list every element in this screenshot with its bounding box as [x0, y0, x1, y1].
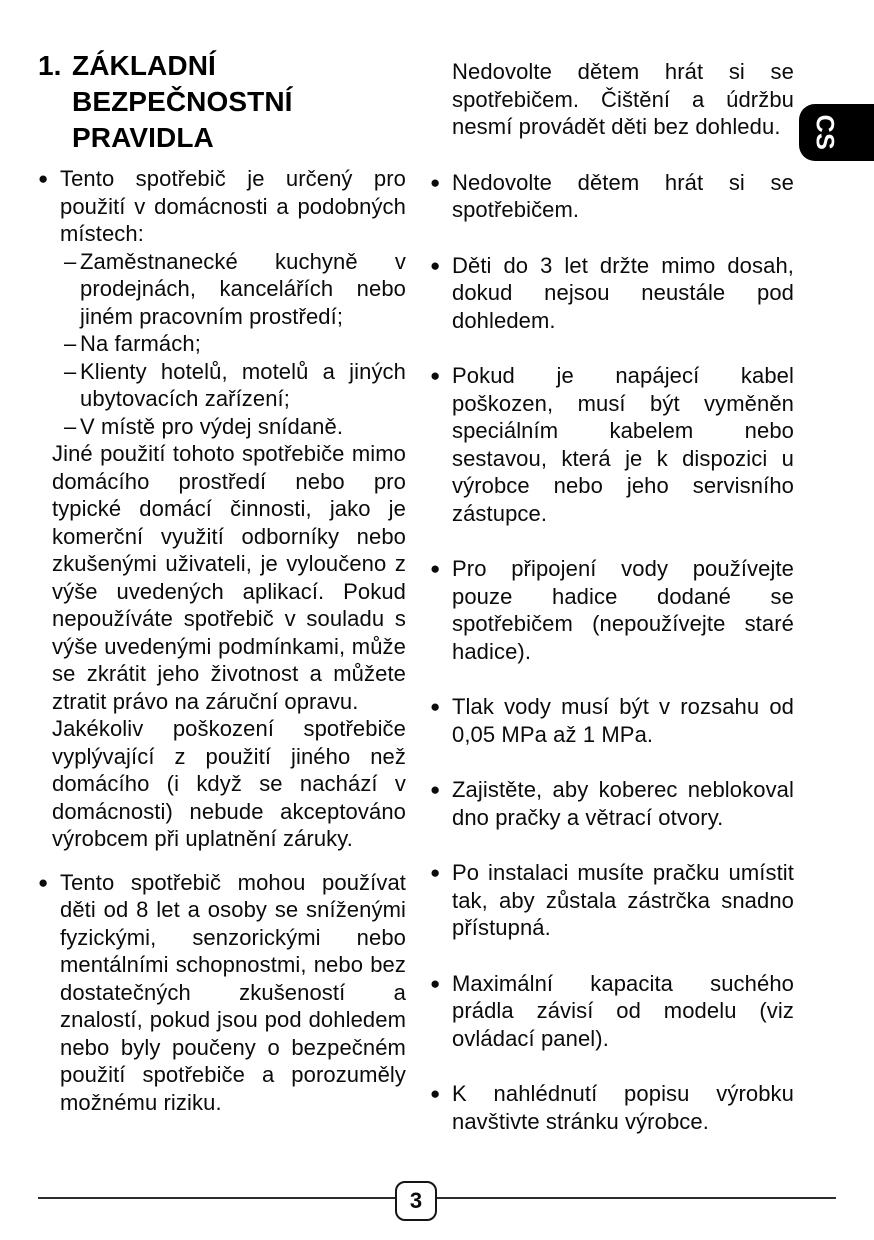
bullet-icon: ● — [430, 559, 441, 578]
dash-icon: – — [64, 248, 77, 274]
bullet-icon: ● — [38, 169, 49, 188]
dash-icon: – — [64, 331, 77, 356]
bullet-icon: ● — [430, 366, 441, 385]
text-content: Nedovolte dětem hrát si se spotřebičem. Čištění a údržbu nesmí provádět děti bez dohledu. — [452, 59, 794, 139]
text-content: Po instalaci musíte pračku umístit tak, aby zůstala zástrčka snadno přístupná. — [452, 860, 794, 940]
language-tab-label: CS — [810, 114, 839, 151]
page-number-box — [395, 1181, 437, 1221]
bullet-item — [430, 555, 794, 665]
bullet-item — [430, 859, 794, 942]
bullet-item — [430, 252, 794, 335]
text-content: Zaměstnanecké kuchyně v prodejnách, kancelářích nebo jiném pracovním prostředí; — [80, 248, 406, 329]
bullet-icon: ● — [430, 255, 441, 275]
text-content: Děti do 3 let držte mimo dosah, dokud nejsou neustále pod dohledem. — [452, 252, 794, 333]
section-heading — [38, 48, 406, 156]
sub-list-item — [38, 413, 406, 441]
paragraph — [430, 58, 794, 141]
bullet-icon: ● — [430, 697, 441, 716]
paragraph — [38, 440, 406, 715]
section-title: ZÁKLADNÍ BEZPEČNOSTNÍ PRAVIDLA — [72, 50, 293, 153]
bullet-icon: ● — [430, 172, 441, 192]
bullet-item — [430, 362, 794, 527]
left-column — [38, 48, 406, 1116]
bullet-icon: ● — [430, 780, 441, 799]
footer-rule — [38, 1197, 836, 1199]
bullet-item — [38, 165, 406, 248]
bullet-icon: ● — [430, 863, 441, 882]
bullet-item — [430, 1080, 794, 1135]
page-number: 3 — [409, 1188, 423, 1213]
right-column — [430, 58, 794, 1163]
sub-list-item — [38, 358, 406, 413]
sub-list-item — [38, 330, 406, 358]
text-content: Tlak vody musí být v rozsahu od 0,05 MPa až 1 MPa. — [452, 694, 794, 747]
paragraph — [38, 715, 406, 853]
text-content: Maximální kapacita suchého prádla závisí od modelu (viz ovládací panel). — [452, 970, 794, 1051]
text-content: Pro připojení vody používejte pouze hadice dodané se spotřebičem (nepoužívejte staré hadice). — [452, 556, 794, 664]
text-content: Nedovolte dětem hrát si se spotřebičem. — [452, 169, 794, 222]
text-content: Jiné použití tohoto spotřebiče mimo domácího prostředí nebo pro typické domácí činnosti, jako je komerční využití odborníky nebo zkušenými uživateli, je vyloučeno z výše uvedených aplikací. Pokud nepoužíváte spotřebič v souladu s výše uvedenými podmínkami, může se zkrátit jeho životnost a můžete ztratit právo na záruční opravu. — [52, 441, 406, 714]
bullet-icon: ● — [430, 973, 441, 993]
bullet-icon: ● — [430, 1084, 441, 1103]
text-content: Klienty hotelů, motelů a jiných ubytovacích zařízení; — [80, 358, 406, 411]
dash-icon: – — [64, 358, 77, 384]
text-content: K nahlédnutí popisu výrobku navštivte stránku výrobce. — [452, 1081, 794, 1134]
text-content: Jakékoliv poškození spotřebiče vyplývající z použití jiného než domácího (i když se nachází v domácnosti) nebude akceptováno výrobcem při uplatnění záruky. — [52, 716, 406, 851]
text-content: Na farmách; — [80, 331, 201, 356]
bullet-item — [430, 970, 794, 1053]
text-content: Tento spotřebič mohou používat děti od 8 let a osoby se sníženými fyzickými, senzorickými nebo mentálními schopnostmi, nebo bez dostatečných zkušeností a znalostí, pokud jsou pod dohledem nebo byly poučeny o bezpečném použití spotřebiče a porozuměly možnému riziku. — [60, 869, 406, 1115]
bullet-item — [430, 693, 794, 748]
bullet-item — [38, 869, 406, 1117]
bullet-item — [430, 169, 794, 224]
text-content: Pokud je napájecí kabel poškozen, musí být vyměněn speciálním kabelem nebo sestavou, která je k dispozici u výrobce nebo jeho servisního zástupce. — [452, 363, 794, 526]
language-tab — [799, 104, 874, 161]
text-content: Zajistěte, aby koberec neblokoval dno pračky a větrací otvory. — [452, 777, 794, 830]
text-content: V místě pro výdej snídaně. — [80, 413, 344, 439]
section-number: 1. — [38, 50, 62, 81]
dash-icon: – — [64, 413, 77, 439]
text-content: Tento spotřebič je určený pro použití v domácnosti a podobných místech: — [60, 166, 406, 246]
bullet-item — [430, 776, 794, 831]
bullet-icon: ● — [38, 872, 49, 892]
sub-list-item — [38, 248, 406, 331]
